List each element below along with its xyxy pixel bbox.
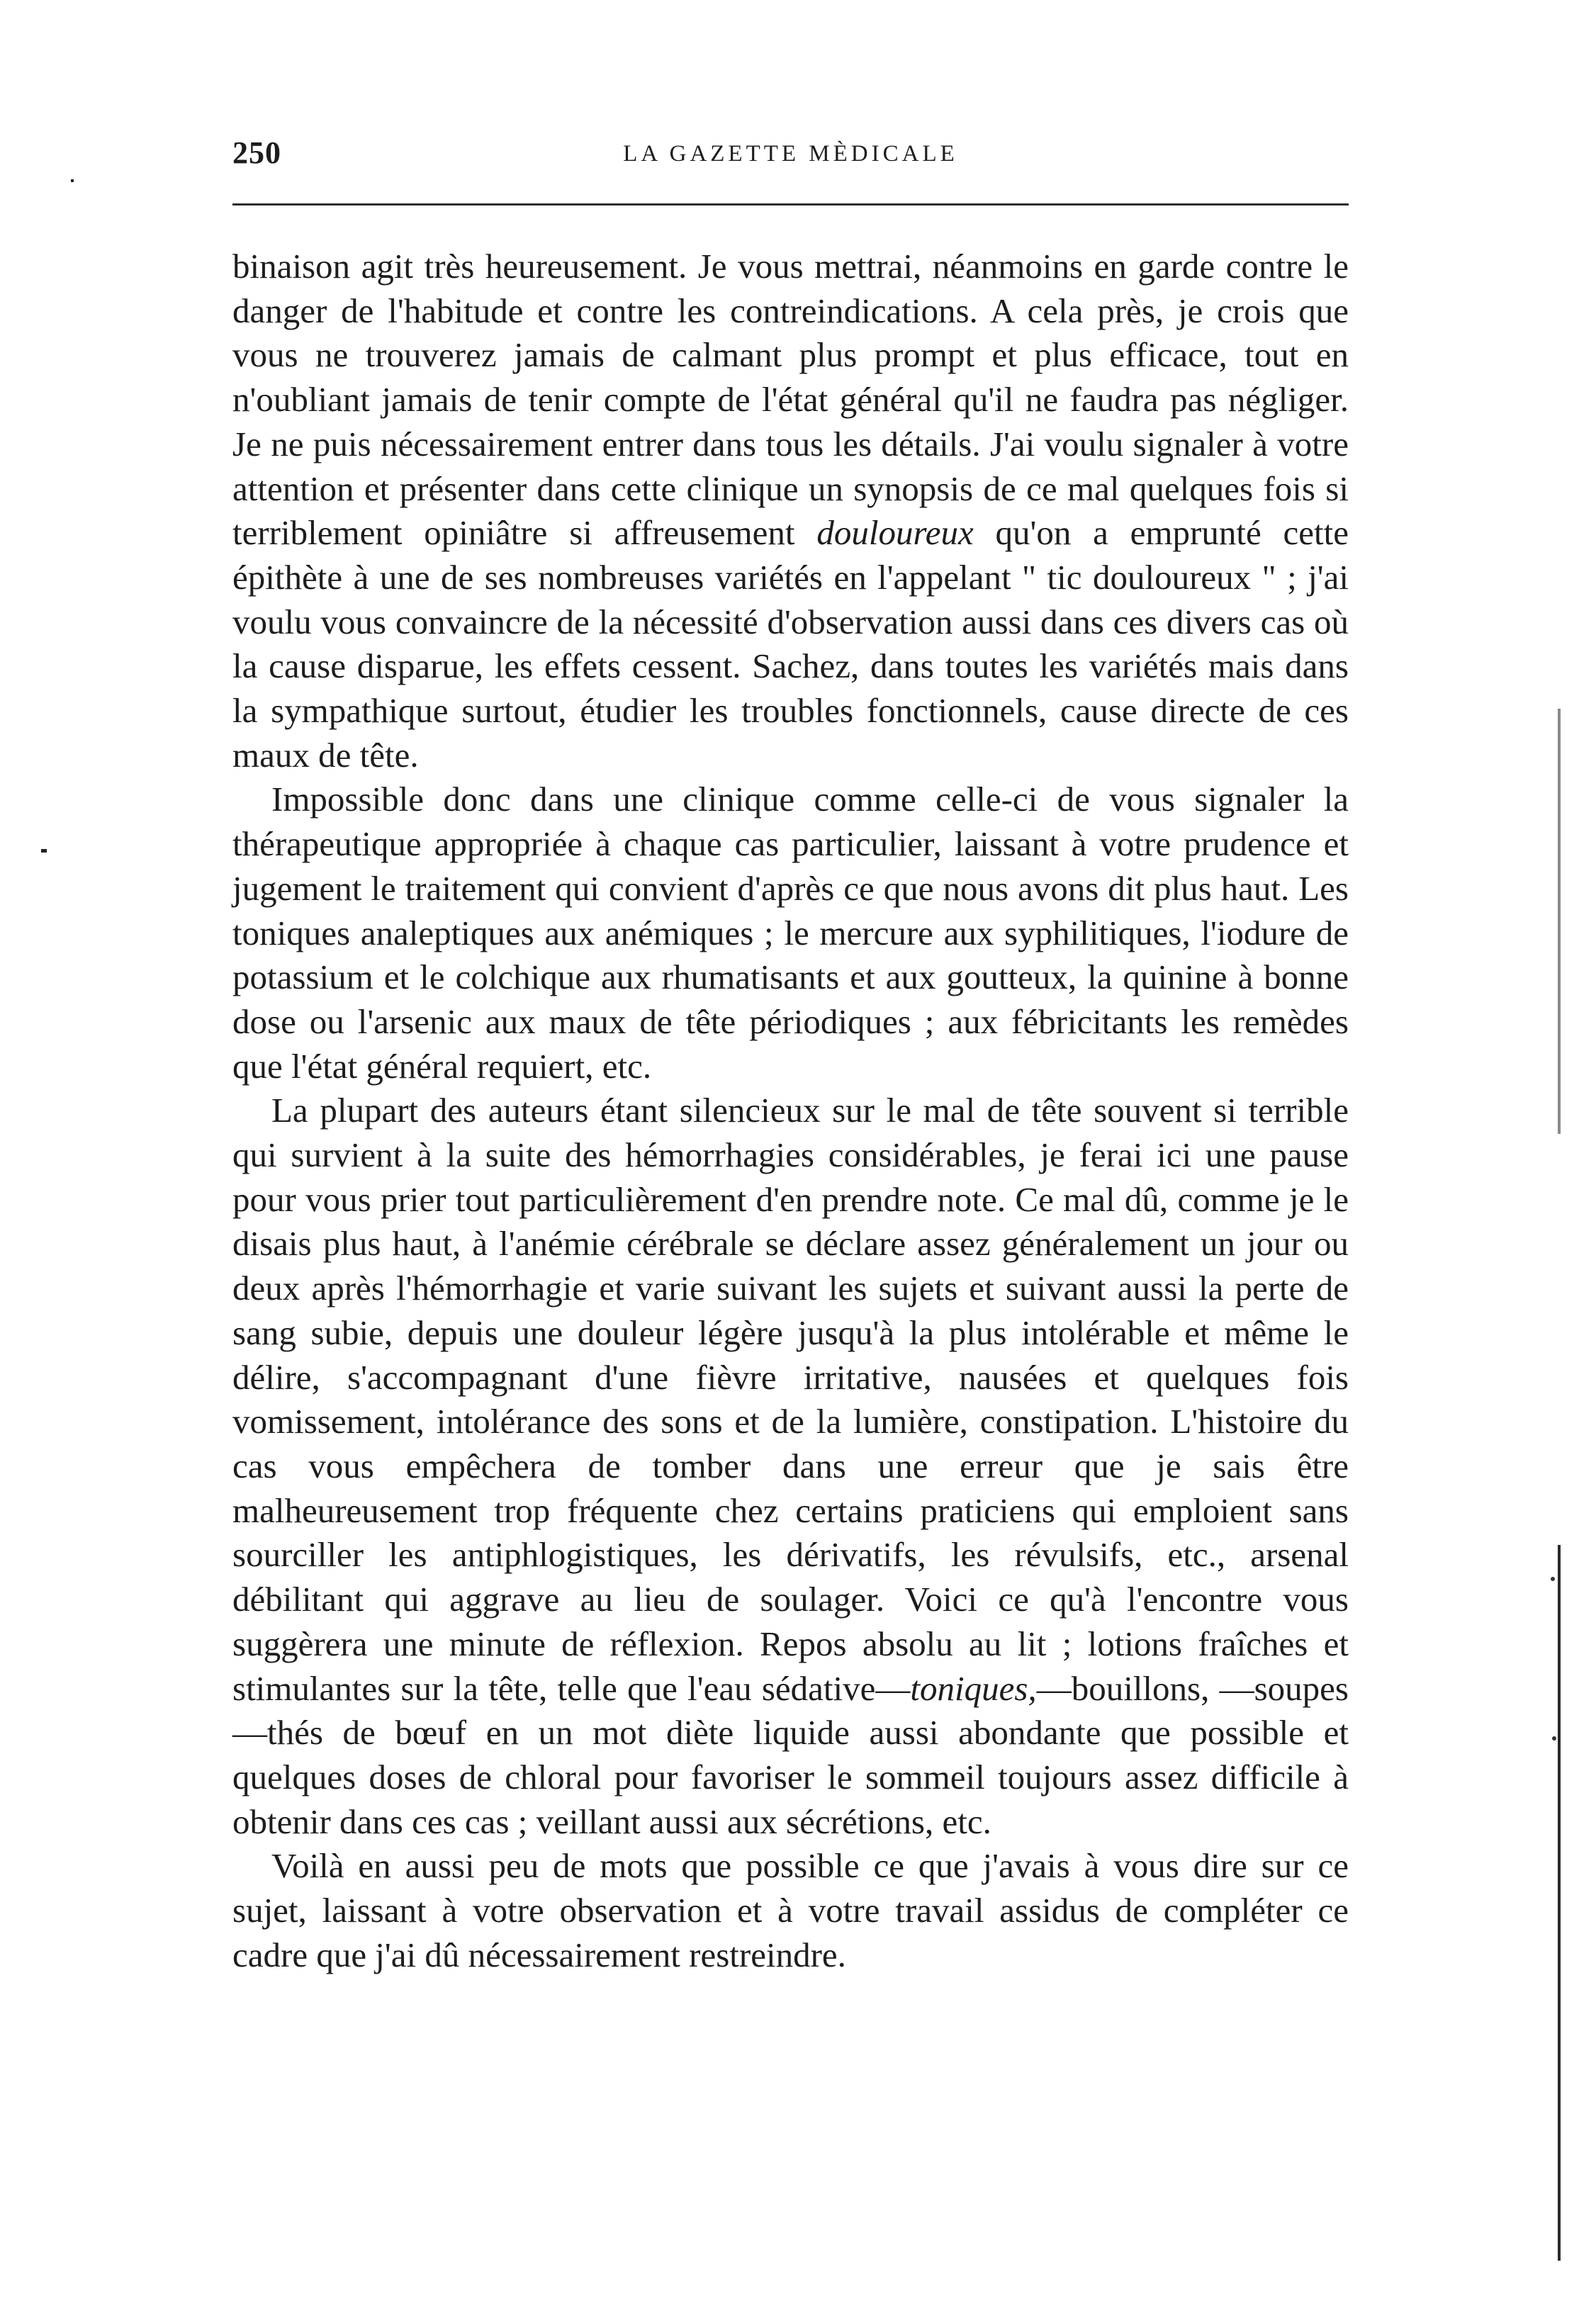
italic-word-douloureux: douloureux xyxy=(816,513,974,553)
paragraph-1-text-a: binaison agit très heureusement. Je vous mettrai, néanmoins en garde contre le danger de l'habitude et contre les contreindications. A cela près, je crois que vous ne trouverez jamais de calmant plus prompt et plus efficace, tout en n'oubliant jamais de tenir compte de l'état général qu'il ne faudra pas négliger. Je ne puis nécessairement entrer dans tous les détails. J'ai voulu signaler à votre attention et présenter dans cette clinique un synopsis de ce mal quelques fois si terriblement opiniâtre si affreusement xyxy=(232,247,1349,553)
article-body xyxy=(232,244,1349,1977)
running-title: LA GAZETTE MÈDICALE xyxy=(623,141,958,167)
scan-speck-right-1 xyxy=(1551,1577,1555,1581)
page-header xyxy=(232,133,1349,176)
scan-speck-right-2 xyxy=(1552,1736,1556,1741)
paragraph-1-text-b: qu'on a emprunté cette épithète à une de ses nombreuses variétés en l'appelant " tic douloureux " ; j'ai voulu vous convaincre de la nécessité d'observation aussi dans ces divers cas où la cause disparue, les effets cessent. Sachez, dans toutes les variétés mais dans la sympathique surtout, étudier les troubles fonctionnels, cause directe de ces maux de tête. xyxy=(232,513,1349,775)
scan-speck-top xyxy=(71,179,74,182)
paragraph-4: Voilà en aussi peu de mots que possible ce que j'avais à vous dire sur ce sujet, laissant à votre observation et à votre travail assidus de compléter ce cadre que j'ai dû nécessairement restreindre. xyxy=(232,1846,1349,1974)
scan-edge-line-lower xyxy=(1558,1545,1561,2261)
scan-edge-line-upper xyxy=(1558,709,1561,1134)
page-number: 250 xyxy=(232,135,281,170)
scan-speck-left xyxy=(41,849,47,853)
header-rule xyxy=(232,203,1349,206)
paragraph-3-text-a: La plupart des auteurs étant silencieux sur le mal de tête souvent si terrible qui survient à la suite des hémorrhagies considérables, je ferai ici une pause pour vous prier tout particulièrement d'en prendre note. Ce mal dû, comme je le disais plus haut, à l'anémie cérébrale se déclare assez généralement un jour ou deux après l'hémorrhagie et varie suivant les sujets et suivant aussi la perte de sang subie, depuis une douleur légère jusqu'à la plus intolérable et même le délire, s'accompagnant d'une fièvre irritative, nausées et quelques fois vomissement, intolérance des sons et de la lumière, constipation. L'histoire du cas vous empêchera de tomber dans une erreur que je sais être malheureusement trop fréquente chez certains praticiens qui emploient sans sourciller les antiphlogistiques, les dérivatifs, les révulsifs, etc., arsenal débilitant qui aggrave au lieu de soulager. Voici ce qu'à l'encontre vous suggèrera une minute de réflexion. Repos absolu au lit ; lotions fraîches et stimulantes sur la tête, telle que l'eau sédative— xyxy=(232,1091,1349,1708)
paragraph-1 xyxy=(232,244,1349,777)
paragraph-3 xyxy=(232,1089,1349,1844)
italic-word-toniques: toniques, xyxy=(910,1668,1037,1708)
paragraph-2: Impossible donc dans une clinique comme celle-ci de vous signaler la thérapeutique appropriée à chaque cas particulier, laissant à votre prudence et jugement le traitement qui convient d'après ce que nous avons dit plus haut. Les toniques analeptiques aux anémiques ; le mercure aux syphilitiques, l'iodure de potassium et le colchique aux rhumatisants et aux goutteux, la quinine à bonne dose ou l'arsenic aux maux de tête périodiques ; aux fébricitants les remèdes que l'état général requiert, etc. xyxy=(232,780,1349,1086)
paragraph-3-text-b: —bouillons, —soupes—thés de bœuf en un mot diète liquide aussi abondante que possible et quelques doses de chloral pour favoriser le sommeil toujours assez difficile à obtenir dans ces cas ; veillant aussi aux sécrétions, etc. xyxy=(232,1668,1349,1841)
